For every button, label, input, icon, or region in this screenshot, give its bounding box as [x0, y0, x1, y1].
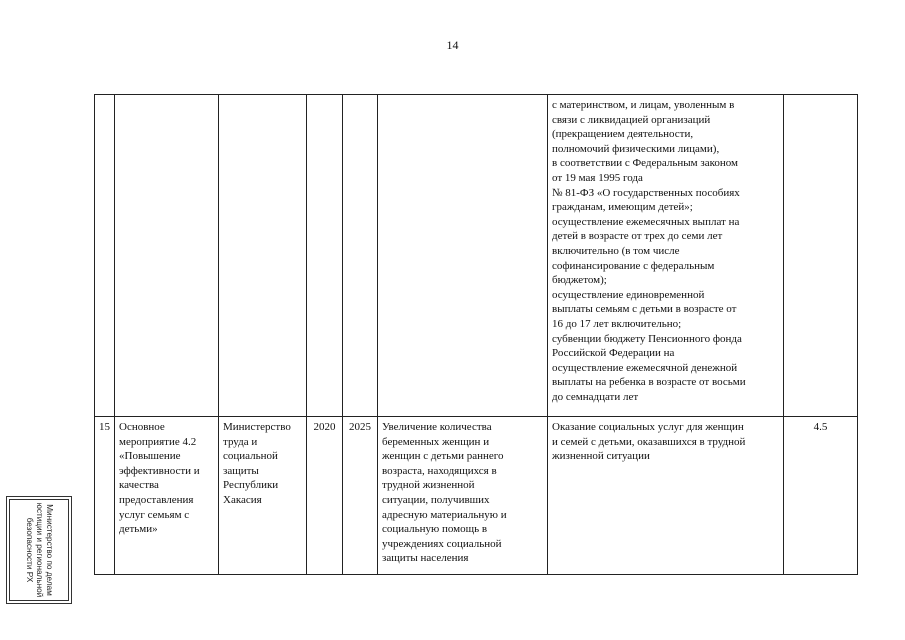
result-line: Увеличение количества	[382, 421, 492, 433]
cell-end-year: 2025	[343, 417, 378, 575]
cell-indicator: 4.5	[784, 417, 858, 575]
result-line: трудной жизненной	[382, 479, 475, 492]
cell-activity-name	[115, 417, 219, 575]
event-line: Оказание социальных услуг для женщин	[552, 421, 744, 433]
executor-line: социальной	[223, 450, 278, 463]
event-line: полномочий физическими лицами),	[552, 142, 720, 155]
event-line: и семей с детьми, оказавшихся в трудной	[552, 435, 746, 448]
name-line: Основное	[119, 421, 165, 433]
cell-number-empty	[95, 95, 115, 417]
event-line: жизненной ситуации	[552, 450, 650, 463]
event-line: от 19 мая 1995 года	[552, 171, 643, 184]
executor-line: труда и	[223, 435, 258, 448]
table-row-continuation	[95, 95, 858, 417]
event-line: выплаты на ребенка в возрасте от восьми	[552, 376, 746, 389]
name-line: эффективности и	[119, 464, 200, 477]
event-line: гражданам, имеющим детей»;	[552, 201, 693, 214]
result-line: учреждениях социальной	[382, 537, 502, 550]
event-line: (прекращением деятельности,	[552, 128, 694, 141]
table-row-15	[95, 417, 858, 575]
name-line: предоставления	[119, 493, 194, 506]
name-line: услуг семьям с	[119, 508, 190, 521]
event-line: в соответствии с Федеральным законом	[552, 157, 739, 170]
result-line: адресную материальную и	[382, 508, 507, 521]
event-line: осуществление единовременной	[552, 288, 705, 301]
result-line: возраста, находящихся в	[382, 464, 497, 477]
cell-executor	[219, 417, 307, 575]
result-line: социальную помощь в	[382, 523, 488, 536]
stamp-text	[24, 498, 54, 602]
name-line: «Повышение	[119, 450, 181, 463]
stamp-line: безопасности РХ	[25, 517, 34, 583]
event-line: Российской Федерации на	[552, 347, 675, 360]
cell-indicator-empty	[784, 95, 858, 417]
result-line: ситуации, получивших	[382, 493, 490, 506]
cell-event-continuation	[548, 95, 784, 417]
result-line: женщин с детьми раннего	[382, 450, 504, 463]
event-line: включительно (в том числе	[552, 244, 680, 257]
row-number: 15	[95, 417, 115, 575]
cell-end-empty	[343, 95, 378, 417]
executor-line: Хакасия	[223, 493, 262, 506]
event-line: выплаты семьям с детьми в возрасте от	[552, 303, 737, 316]
event-line: 16 до 17 лет включительно;	[552, 317, 682, 330]
event-line: осуществление ежемесячных выплат на	[552, 215, 740, 228]
event-line: осуществление ежемесячной денежной	[552, 361, 738, 374]
stamp-line: Министерство по делам	[45, 504, 54, 596]
executor-line: защиты	[223, 464, 259, 477]
name-line: детьми»	[119, 523, 158, 536]
stamp-inner-border	[9, 499, 69, 601]
cell-result-empty	[378, 95, 548, 417]
cell-event	[548, 417, 784, 575]
cell-executor-empty	[219, 95, 307, 417]
event-line: с материнством, и лицам, уволенным в	[552, 99, 735, 111]
stamp-line: юстиции и региональной	[35, 502, 44, 598]
event-line: до семнадцати лет	[552, 390, 639, 403]
cell-start-empty	[307, 95, 343, 417]
program-table	[94, 94, 858, 575]
result-line: беременных женщин и	[382, 435, 490, 448]
event-line: № 81-ФЗ «О государственных пособиях	[552, 186, 740, 199]
name-line: мероприятие 4.2	[119, 435, 197, 448]
result-line: защиты населения	[382, 552, 469, 565]
event-line: софинансирование с федеральным	[552, 259, 715, 272]
executor-line: Республики	[223, 479, 279, 492]
cell-expected-result	[378, 417, 548, 575]
cell-start-year: 2020	[307, 417, 343, 575]
cell-name-empty	[115, 95, 219, 417]
name-line: качества	[119, 479, 159, 492]
executor-line: Министерство	[223, 421, 291, 433]
page-number: 14	[446, 38, 459, 52]
ministry-stamp	[6, 496, 72, 604]
event-line: бюджетом);	[552, 274, 607, 287]
event-line: детей в возрасте от трех до семи лет	[552, 230, 723, 243]
event-line: субвенции бюджету Пенсионного фонда	[552, 332, 742, 345]
event-line: связи с ликвидацией организаций	[552, 113, 711, 126]
